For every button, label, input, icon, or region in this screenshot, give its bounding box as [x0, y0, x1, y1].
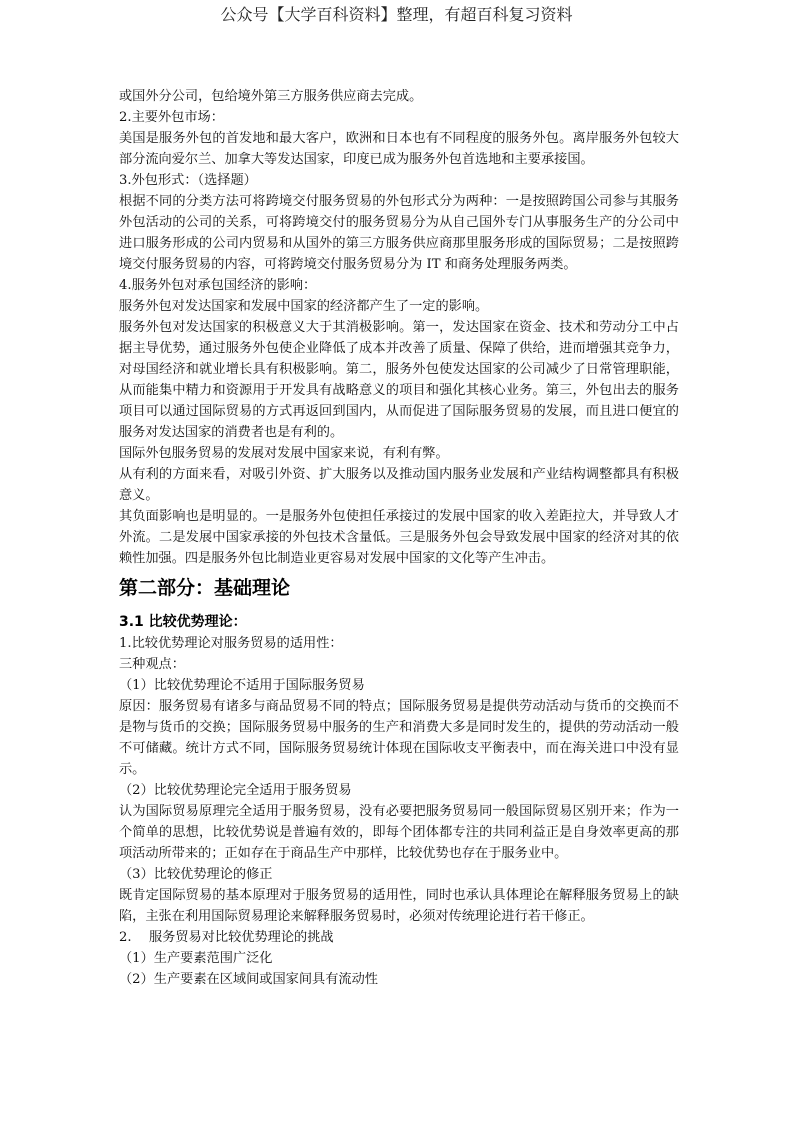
paragraph: 服务外包对发达国家的积极意义大于其消极影响。第一，发达国家在资金、技术和劳动分工中占据主导优势，通过服务外包使企业降低了成本并改善了质量、保障了供给，进而增强其竞争力，对母国经济和就业增长具有积极影响。第二，服务外包使发达国家的公司减少了日常管理职能，从而能集中精力和资源用于开发具有战略意义的项目和强化其核心业务。第三，外包出去的服务项目可以通过国际贸易的方式再返回到国内，从而促进了国际服务贸易的发展，而且进口便宜的服务对发达国家的消费者也是有利的。: [119, 320, 679, 440]
paragraph: （3）比较优势理论的修正: [119, 867, 273, 882]
paragraph: 认为国际贸易原理完全适用于服务贸易，没有必要把服务贸易同一般国际贸易区别开来；作为一个简单的思想，比较优势说是普遍有效的，即每个团体都专注的共同利益正是自身效率更高的那项活动所带来的；正如存在于商品生产中那样，比较优势也存在于服务业中。: [119, 804, 679, 861]
document-body: [119, 86, 679, 990]
paragraph: （2）比较优势理论完全适用于服务贸易: [119, 783, 352, 798]
paragraph: 2.主要外包市场：: [119, 110, 224, 125]
page-header: 公众号【大学百科资料】整理，有超百科复习资料: [220, 5, 573, 24]
paragraph: 既肯定国际贸易的基本原理对于服务贸易的适用性，同时也承认具体理论在解释服务贸易上的缺陷，主张在利用国际贸易理论来解释服务贸易时，必须对传统理论进行若干修正。: [119, 888, 679, 924]
paragraph: 3.外包形式：（选择题）: [119, 173, 257, 188]
paragraph: 2. 服务贸易对比较优势理论的挑战: [119, 930, 334, 945]
paragraph: 4.服务外包对承包国经济的影响：: [119, 278, 317, 293]
section-title: 第二部分：基础理论: [119, 577, 291, 599]
paragraph: 或国外分公司，包给境外第三方服务供应商去完成。: [119, 89, 423, 104]
paragraph: 国际外包服务贸易的发展对发展中国家来说，有利有弊。: [119, 446, 449, 461]
paragraph: 原因：服务贸易有诸多与商品贸易不同的特点；国际服务贸易是提供劳动活动与货币的交换而不是物与货币的交换；国际服务贸易中服务的生产和消费大多是同时发生的，提供的劳动活动一般不可储藏。统计方式不同，国际服务贸易统计体现在国际收支平衡表中，而在海关进口中没有显示。: [119, 699, 679, 777]
paragraph: 三种观点：: [119, 657, 185, 672]
paragraph: 根据不同的分类方法可将跨境交付服务贸易的外包形式分为两种：一是按照跨国公司参与其服务外包活动的公司的关系，可将跨境交付的服务贸易分为从自己国外专门从事服务生产的分公司中进口服务形成的公司内贸易和从国外的第三方服务供应商那里服务形成的国际贸易；二是按照跨境交付服务贸易的内容，可将跨境交付服务贸易分为 IT 和商务处理服务两类。: [119, 194, 679, 272]
paragraph: 其负面影响也是明显的。一是服务外包使担任承接过的发展中国家的收入差距拉大，并导致人才外流。二是发展中国家承接的外包技术含量低。三是服务外包会导致发展中国家的经济对其的依赖性加强。四是服务外包比制造业更容易对发展中国家的文化等产生冲击。: [119, 509, 679, 566]
paragraph: （2）生产要素在区域间或国家间具有流动性: [119, 972, 378, 987]
paragraph: 美国是服务外包的首发地和最大客户，欧洲和日本也有不同程度的服务外包。离岸服务外包较大部分流向爱尔兰、加拿大等发达国家，印度已成为服务外包首选地和主要承接国。: [119, 131, 679, 167]
paragraph: （1）比较优势理论不适用于国际服务贸易: [119, 678, 365, 693]
paragraph: （1）生产要素范围广泛化: [119, 951, 273, 966]
subsection-title: 3.1 比较优势理论：: [119, 614, 247, 630]
paragraph: 服务外包对发达国家和发展中国家的经济都产生了一定的影响。: [119, 299, 489, 314]
paragraph: 从有利的方面来看，对吸引外资、扩大服务以及推动国内服务业发展和产业结构调整都具有积极意义。: [119, 467, 679, 503]
paragraph: 1.比较优势理论对服务贸易的适用性：: [119, 636, 343, 651]
